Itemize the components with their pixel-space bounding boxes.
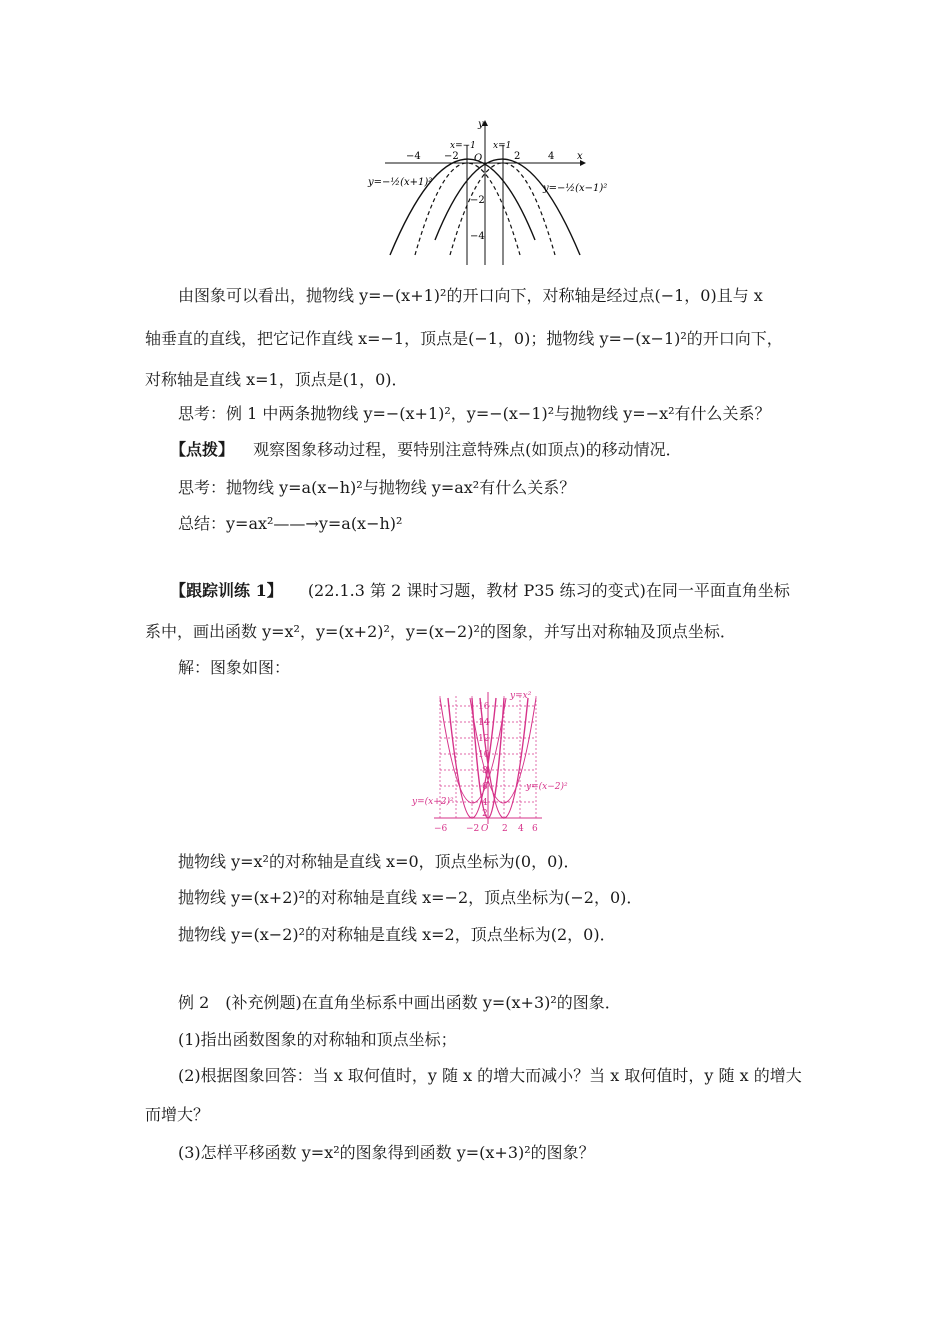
fig2-x-tick: O [481, 824, 489, 834]
result-line-3: 抛物线 y=(x−2)²的对称轴是直线 x=2，顶点坐标为(2，0)． [178, 925, 616, 944]
fig2-x-tick: 4 [518, 824, 524, 834]
training-text: (22.1.3 第 2 课时习题，教材 P35 练习的变式)在同一平面直角坐标 [307, 581, 790, 600]
question-3: (3)怎样平移函数 y=x²的图象得到函数 y=(x+3)²的图象？ [178, 1143, 595, 1162]
paragraph-observation-3: 对称轴是直线 x=1，顶点是(1，0)． [145, 370, 408, 389]
hint-tag: 【点拨】 [170, 440, 235, 459]
paragraph-observation-1: 由图象可以看出，抛物线 y=−(x+1)²的开口向下，对称轴是经过点(−1，0)且与 x [178, 286, 763, 305]
summary-line: 总结：y=ax²——→y=a(x−h)² [178, 514, 403, 533]
fig2-y-tick: 16 [478, 702, 490, 712]
label-y-x-minus-2: y=(x−2)² [526, 782, 568, 792]
line-x-1-label: x=1 [493, 141, 512, 151]
x-tick: −2 [444, 151, 459, 162]
training-tag: 【跟踪训练 1】 [170, 581, 283, 600]
figure-upward-parabolas [410, 688, 580, 840]
fig2-x-tick: 6 [532, 824, 538, 834]
fig2-y-tick: 8 [482, 766, 488, 776]
fig2-y-tick: 4 [482, 798, 488, 808]
result-line-2: 抛物线 y=(x+2)²的对称轴是直线 x=−2，顶点坐标为(−2，0)． [178, 888, 643, 907]
x-tick: −4 [406, 151, 421, 162]
example-2-heading: 例 2 (补充例题)在直角坐标系中画出函数 y=(x+3)²的图象． [178, 993, 621, 1012]
line-x-minus-1-label: x=−1 [450, 141, 476, 151]
question-2-cont: 而增大？ [145, 1105, 210, 1124]
paragraph-observation-2: 轴垂直的直线，把它记作直线 x=−1，顶点是(−1，0)；抛物线 y=−(x−1)²的开口向下， [145, 329, 783, 348]
fig2-x-tick: −6 [434, 824, 448, 834]
parabola-right-solid [435, 159, 580, 255]
hint-text: 观察图象移动过程，要特别注意特殊点(如顶点)的移动情况． [253, 440, 682, 459]
result-line-1: 抛物线 y=x²的对称轴是直线 x=0，顶点坐标为(0，0)． [178, 852, 580, 871]
parabola-left-solid [390, 159, 535, 255]
y-axis-label: y [478, 119, 484, 130]
think-question-1: 思考：例 1 中两条抛物线 y=−(x+1)²，y=−(x−1)²与抛物线 y=−x²有什么关系？ [178, 404, 771, 423]
question-2: (2)根据图象回答：当 x 取何值时，y 随 x 的增大而减小？当 x 取何值时，y 随 x 的增大 [178, 1066, 802, 1085]
label-right-curve: y=−½(x−1)² [543, 183, 608, 194]
figure-downward-parabolas [360, 115, 620, 275]
solution-intro: 解：图象如图： [178, 658, 291, 677]
fig2-y-tick: 6 [482, 782, 488, 792]
origin-label: O [474, 153, 483, 164]
x-tick: 4 [548, 151, 555, 162]
x-tick: 2 [514, 151, 521, 162]
label-y-x2: y=x² [510, 691, 532, 701]
think-question-2: 思考：抛物线 y=a(x−h)²与抛物线 y=ax²有什么关系？ [178, 478, 576, 497]
y-tick: −4 [470, 231, 485, 242]
fig2-y-tick: 14 [478, 718, 490, 728]
question-1: (1)指出函数图象的对称轴和顶点坐标； [178, 1030, 457, 1049]
label-y-x-plus-2: y=(x+2)² [412, 797, 454, 807]
fig2-y-tick: 12 [478, 734, 490, 744]
training-text-2: 系中，画出函数 y=x²，y=(x+2)²，y=(x−2)²的图象，并写出对称轴及顶点坐标． [145, 622, 736, 641]
hint-line [170, 440, 850, 460]
fig2-x-tick: 2 [502, 824, 508, 834]
fig2-y-tick: 2 [482, 809, 488, 819]
fig2-y-tick: 10 [478, 750, 490, 760]
label-left-curve: y=−½(x+1)² [368, 177, 433, 188]
fig2-x-tick: −2 [466, 824, 480, 834]
training-heading [170, 581, 850, 601]
y-tick: −2 [470, 195, 485, 206]
x-axis-label: x [577, 151, 583, 162]
